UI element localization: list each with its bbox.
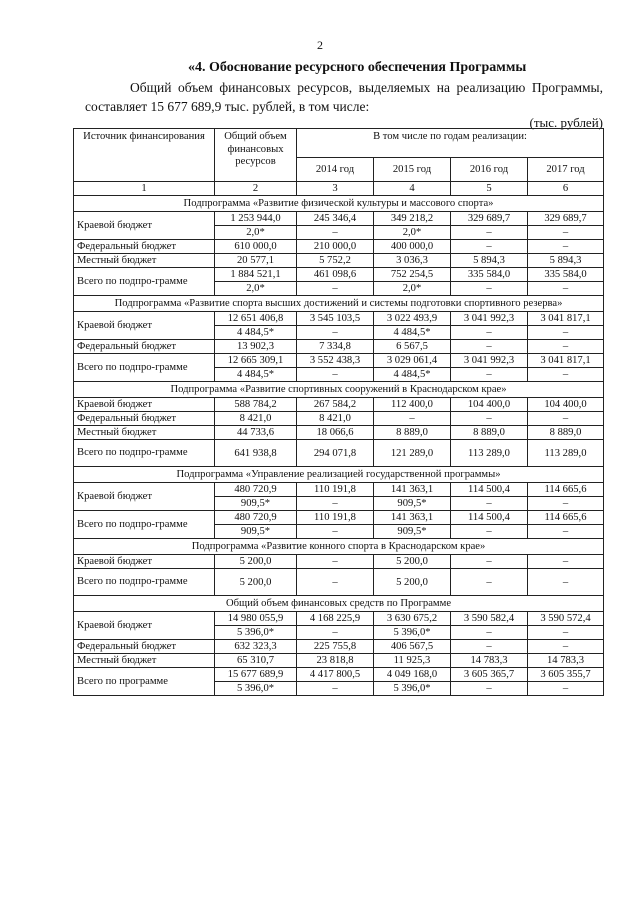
year-cell: 2,0* xyxy=(374,226,451,240)
year-cell: 110 191,8 xyxy=(297,483,374,497)
source-label: Краевой бюджет xyxy=(74,555,215,569)
header-total: Общий объем финансовых ресурсов xyxy=(215,129,297,182)
year-cell: 5 200,0 xyxy=(374,555,451,569)
table-row xyxy=(74,555,604,569)
page-number: 2 xyxy=(317,38,323,52)
subprogram-title: Подпрограмма «Развитие конного спорта в Краснодарском крае» xyxy=(74,539,604,555)
total-cell: 4 484,5* xyxy=(215,326,297,340)
table-row xyxy=(74,612,604,626)
year-cell: 225 755,8 xyxy=(297,640,374,654)
subprogram-title: Подпрограмма «Развитие физической культуры и массового спорта» xyxy=(74,196,604,212)
total-cell: 909,5* xyxy=(215,525,297,539)
total-cell: 1 884 521,1 xyxy=(215,268,297,282)
year-cell: 5 200,0 xyxy=(374,569,451,596)
source-label: Федеральный бюджет xyxy=(74,640,215,654)
year-cell: 3 605 365,7 xyxy=(451,668,528,682)
year-cell: 3 041 817,1 xyxy=(528,354,604,368)
year-cell: 5 396,0* xyxy=(374,626,451,640)
year-cell: – xyxy=(451,640,528,654)
table-row xyxy=(74,398,604,412)
table-row xyxy=(74,340,604,354)
year-cell: 114 500,4 xyxy=(451,511,528,525)
year-cell: 5 752,2 xyxy=(297,254,374,268)
year-cell: 406 567,5 xyxy=(374,640,451,654)
year-cell: 267 584,2 xyxy=(297,398,374,412)
year-cell: 7 334,8 xyxy=(297,340,374,354)
year-cell: 5 894,3 xyxy=(451,254,528,268)
year-cell: – xyxy=(451,525,528,539)
source-label: Федеральный бюджет xyxy=(74,412,215,426)
year-cell: 18 066,6 xyxy=(297,426,374,440)
table-row xyxy=(74,412,604,426)
year-cell: 4 417 800,5 xyxy=(297,668,374,682)
year-cell: – xyxy=(528,326,604,340)
year-cell: 3 029 061,4 xyxy=(374,354,451,368)
table-row xyxy=(74,354,604,368)
year-cell: – xyxy=(297,569,374,596)
unit-note: (тыс. рублей) xyxy=(529,115,603,130)
source-label: Федеральный бюджет xyxy=(74,340,215,354)
year-cell: 113 289,0 xyxy=(451,440,528,467)
year-cell: 113 289,0 xyxy=(528,440,604,467)
table-row xyxy=(74,426,604,440)
year-cell: 8 889,0 xyxy=(528,426,604,440)
subprogram-title-row xyxy=(74,467,604,483)
intro-paragraph: Общий объем финансовых ресурсов, выделяемых на реализацию Программы, составляет 15 677 689,9 тыс. рублей, в том числе: xyxy=(85,80,603,114)
year-cell: 3 036,3 xyxy=(374,254,451,268)
total-cell: 632 323,3 xyxy=(215,640,297,654)
year-cell: – xyxy=(451,412,528,426)
year-cell: – xyxy=(528,682,604,696)
total-cell: 5 396,0* xyxy=(215,682,297,696)
year-cell: – xyxy=(528,626,604,640)
year-cell: 909,5* xyxy=(374,525,451,539)
total-cell: 909,5* xyxy=(215,497,297,511)
year-cell: – xyxy=(451,626,528,640)
year-cell: – xyxy=(451,240,528,254)
subprogram-title: Общий объем финансовых средств по Программе xyxy=(74,596,604,612)
year-cell: 114 665,6 xyxy=(528,483,604,497)
year-cell: 4 484,5* xyxy=(374,326,451,340)
total-cell: 5 200,0 xyxy=(215,569,297,596)
year-cell: 335 584,0 xyxy=(451,268,528,282)
year-cell: 210 000,0 xyxy=(297,240,374,254)
source-label: Местный бюджет xyxy=(74,654,215,668)
year-cell: – xyxy=(528,525,604,539)
column-number: 5 xyxy=(451,182,528,196)
source-label: Краевой бюджет xyxy=(74,483,215,511)
year-cell: 3 605 355,7 xyxy=(528,668,604,682)
year-cell: 5 396,0* xyxy=(374,682,451,696)
column-number: 2 xyxy=(215,182,297,196)
year-cell: – xyxy=(297,555,374,569)
year-cell: 4 049 168,0 xyxy=(374,668,451,682)
column-number: 1 xyxy=(74,182,215,196)
table-body xyxy=(74,196,604,696)
year-cell: 14 783,3 xyxy=(451,654,528,668)
table-row xyxy=(74,254,604,268)
total-cell: 610 000,0 xyxy=(215,240,297,254)
column-number: 4 xyxy=(374,182,451,196)
year-cell: 3 545 103,5 xyxy=(297,312,374,326)
subprogram-title-row xyxy=(74,296,604,312)
year-cell: – xyxy=(528,368,604,382)
column-number: 6 xyxy=(528,182,604,196)
year-cell: 329 689,7 xyxy=(528,212,604,226)
section-heading: «4. Обоснование ресурсного обеспечения Программы xyxy=(188,60,527,75)
year-cell: – xyxy=(451,555,528,569)
year-cell: 141 363,1 xyxy=(374,483,451,497)
source-label: Краевой бюджет xyxy=(74,312,215,340)
year-cell: – xyxy=(374,412,451,426)
year-cell: – xyxy=(451,226,528,240)
year-cell: 121 289,0 xyxy=(374,440,451,467)
subprogram-title-row xyxy=(74,382,604,398)
year-cell: – xyxy=(297,326,374,340)
total-cell: 641 938,8 xyxy=(215,440,297,467)
year-cell: – xyxy=(528,555,604,569)
table-row xyxy=(74,654,604,668)
subprogram-title: Подпрограмма «Развитие спортивных сооружений в Краснодарском крае» xyxy=(74,382,604,398)
total-cell: 1 253 944,0 xyxy=(215,212,297,226)
year-cell: – xyxy=(297,497,374,511)
year-cell: 5 894,3 xyxy=(528,254,604,268)
table-row xyxy=(74,440,604,467)
subprogram-title-row xyxy=(74,539,604,555)
year-cell: – xyxy=(528,640,604,654)
year-cell: 114 665,6 xyxy=(528,511,604,525)
year-cell: 3 041 992,3 xyxy=(451,354,528,368)
year-cell: – xyxy=(297,626,374,640)
year-cell: 3 630 675,2 xyxy=(374,612,451,626)
source-label: Краевой бюджет xyxy=(74,612,215,640)
year-cell: 8 421,0 xyxy=(297,412,374,426)
header-year-2014: 2014 год xyxy=(297,158,374,182)
total-cell: 2,0* xyxy=(215,282,297,296)
year-cell: – xyxy=(528,340,604,354)
year-cell: 3 022 493,9 xyxy=(374,312,451,326)
year-cell: 6 567,5 xyxy=(374,340,451,354)
total-cell: 588 784,2 xyxy=(215,398,297,412)
year-cell: 909,5* xyxy=(374,497,451,511)
total-cell: 14 980 055,9 xyxy=(215,612,297,626)
year-cell: 3 041 992,3 xyxy=(451,312,528,326)
year-cell: 104 400,0 xyxy=(528,398,604,412)
year-cell: 349 218,2 xyxy=(374,212,451,226)
year-cell: 400 000,0 xyxy=(374,240,451,254)
source-label: Краевой бюджет xyxy=(74,212,215,240)
source-label: Всего по подпро-грамме xyxy=(74,511,215,539)
total-cell: 8 421,0 xyxy=(215,412,297,426)
year-cell: 23 818,8 xyxy=(297,654,374,668)
total-cell: 480 720,9 xyxy=(215,483,297,497)
total-cell: 2,0* xyxy=(215,226,297,240)
total-cell: 13 902,3 xyxy=(215,340,297,354)
total-cell: 5 200,0 xyxy=(215,555,297,569)
funding-table xyxy=(73,128,604,696)
year-cell: – xyxy=(451,682,528,696)
total-cell: 44 733,6 xyxy=(215,426,297,440)
year-cell: – xyxy=(451,497,528,511)
year-cell: 461 098,6 xyxy=(297,268,374,282)
year-cell: 752 254,5 xyxy=(374,268,451,282)
table-row xyxy=(74,668,604,682)
year-cell: 4 168 225,9 xyxy=(297,612,374,626)
column-number: 3 xyxy=(297,182,374,196)
source-label: Всего по подпро-грамме xyxy=(74,440,215,467)
year-cell: 8 889,0 xyxy=(374,426,451,440)
year-cell: 8 889,0 xyxy=(451,426,528,440)
table-row xyxy=(74,569,604,596)
total-cell: 5 396,0* xyxy=(215,626,297,640)
year-cell: 112 400,0 xyxy=(374,398,451,412)
year-cell: – xyxy=(528,497,604,511)
table-row xyxy=(74,640,604,654)
year-cell: 3 552 438,3 xyxy=(297,354,374,368)
year-cell: 294 071,8 xyxy=(297,440,374,467)
header-by-year: В том числе по годам реализации: xyxy=(297,129,604,158)
source-label: Краевой бюджет xyxy=(74,398,215,412)
total-cell: 65 310,7 xyxy=(215,654,297,668)
subprogram-title: Подпрограмма «Управление реализацией государственной программы» xyxy=(74,467,604,483)
source-label: Всего по подпро-грамме xyxy=(74,354,215,382)
table-row xyxy=(74,511,604,525)
year-cell: 245 346,4 xyxy=(297,212,374,226)
year-cell: 104 400,0 xyxy=(451,398,528,412)
table-row xyxy=(74,483,604,497)
header-source: Источник финансирования xyxy=(74,129,215,182)
year-cell: 110 191,8 xyxy=(297,511,374,525)
year-cell: – xyxy=(528,412,604,426)
year-cell: 3 590 572,4 xyxy=(528,612,604,626)
year-cell: – xyxy=(528,226,604,240)
year-cell: 114 500,4 xyxy=(451,483,528,497)
year-cell: – xyxy=(297,368,374,382)
year-cell: 141 363,1 xyxy=(374,511,451,525)
year-cell: 335 584,0 xyxy=(528,268,604,282)
year-cell: – xyxy=(451,282,528,296)
total-cell: 20 577,1 xyxy=(215,254,297,268)
year-cell: – xyxy=(297,525,374,539)
subprogram-title: Подпрограмма «Развитие спорта высших достижений и системы подготовки спортивного резерва» xyxy=(74,296,604,312)
year-cell: – xyxy=(528,282,604,296)
subprogram-title-row xyxy=(74,596,604,612)
header-year-2017: 2017 год xyxy=(528,158,604,182)
year-cell: – xyxy=(451,326,528,340)
table-row xyxy=(74,240,604,254)
year-cell: 11 925,3 xyxy=(374,654,451,668)
subprogram-title-row xyxy=(74,196,604,212)
total-cell: 4 484,5* xyxy=(215,368,297,382)
year-cell: 14 783,3 xyxy=(528,654,604,668)
table-row xyxy=(74,268,604,282)
total-cell: 12 665 309,1 xyxy=(215,354,297,368)
year-cell: 4 484,5* xyxy=(374,368,451,382)
header-year-2015: 2015 год xyxy=(374,158,451,182)
source-label: Местный бюджет xyxy=(74,254,215,268)
source-label: Местный бюджет xyxy=(74,426,215,440)
year-cell: – xyxy=(297,282,374,296)
source-label: Федеральный бюджет xyxy=(74,240,215,254)
total-cell: 15 677 689,9 xyxy=(215,668,297,682)
year-cell: – xyxy=(451,340,528,354)
year-cell: 329 689,7 xyxy=(451,212,528,226)
source-label: Всего по подпро-грамме xyxy=(74,569,215,596)
table-row xyxy=(74,312,604,326)
year-cell: – xyxy=(528,240,604,254)
year-cell: – xyxy=(297,682,374,696)
year-cell: – xyxy=(451,569,528,596)
header-year-2016: 2016 год xyxy=(451,158,528,182)
year-cell: 3 590 582,4 xyxy=(451,612,528,626)
total-cell: 480 720,9 xyxy=(215,511,297,525)
year-cell: 3 041 817,1 xyxy=(528,312,604,326)
source-label: Всего по подпро-грамме xyxy=(74,268,215,296)
year-cell: – xyxy=(297,226,374,240)
year-cell: 2,0* xyxy=(374,282,451,296)
source-label: Всего по программе xyxy=(74,668,215,696)
table-row xyxy=(74,212,604,226)
total-cell: 12 651 406,8 xyxy=(215,312,297,326)
year-cell: – xyxy=(528,569,604,596)
year-cell: – xyxy=(451,368,528,382)
